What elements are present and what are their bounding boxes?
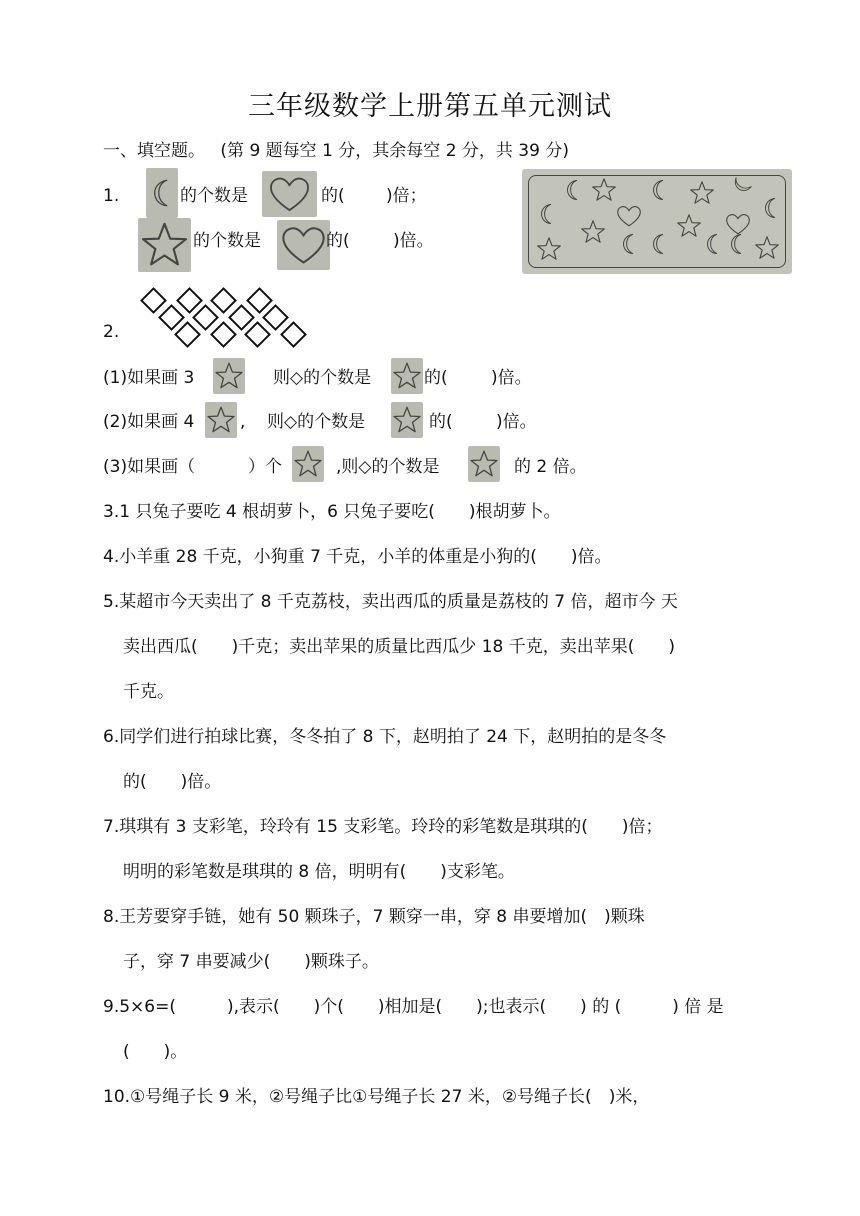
q1-line1-text-a: 的个数是 bbox=[180, 186, 248, 206]
diamond-icon bbox=[210, 287, 237, 314]
shape-picture-panel bbox=[522, 169, 792, 274]
question-5-line-1: 5.某超市今天卖出了 8 千克荔枝，卖出西瓜的质量是荔枝的 7 倍，超市今 天 bbox=[103, 592, 678, 612]
question-3: 3.1 只兔子要吃 4 根胡萝卜，6 只兔子要吃( )根胡萝卜。 bbox=[103, 502, 561, 522]
question-9-line-1: 9.5×6=( ),表示( )个( )相加是( );也表示( ) 的 ( ) 倍 是 bbox=[103, 997, 724, 1017]
star-icon bbox=[468, 446, 500, 482]
q2-sub3-text-b: ）个 bbox=[248, 457, 282, 477]
diamond-icon bbox=[140, 287, 167, 314]
q2-sub1-text-c: 的( bbox=[424, 368, 448, 388]
star-icon bbox=[391, 402, 423, 438]
q1-line2-text-b: 的( bbox=[326, 231, 350, 251]
question-10-line-1: 10.①号绳子长 9 米，②号绳子比①号绳子长 27 米，②号绳子长( )米， bbox=[103, 1087, 650, 1107]
q1-number: 1. bbox=[103, 186, 120, 206]
heart-icon bbox=[277, 220, 330, 270]
star-icon bbox=[138, 218, 191, 272]
diamond-icon bbox=[280, 321, 307, 348]
crescent-moon-icon bbox=[146, 168, 178, 218]
q2-sub2-text-c: 则◇的个数是 bbox=[267, 412, 366, 432]
diamond-icon bbox=[192, 304, 219, 331]
question-7-line-1: 7.琪琪有 3 支彩笔，玲玲有 15 支彩笔。玲玲的彩笔数是琪琪的( )倍； bbox=[103, 817, 663, 837]
q2-sub1-text-a: (1)如果画 3 bbox=[103, 368, 195, 388]
question-6-line-2: 的( )倍。 bbox=[123, 772, 222, 792]
q2-sub2-text-b: , bbox=[240, 412, 246, 432]
section-heading bbox=[103, 139, 569, 163]
question-7-line-2: 明明的彩笔数是琪琪的 8 倍，明明有( )支彩笔。 bbox=[123, 862, 515, 882]
star-icon bbox=[205, 402, 237, 438]
q1-line1-text-b: 的( bbox=[321, 186, 345, 206]
q2-sub3-text-a: (3)如果画（ bbox=[103, 457, 196, 477]
star-icon bbox=[292, 446, 324, 482]
q2-sub2-text-d: 的( bbox=[429, 412, 453, 432]
q2-sub3-text-c: ,则◇的个数是 bbox=[336, 457, 440, 477]
question-8-line-1: 8.王芳要穿手链，她有 50 颗珠子，7 颗穿一串，穿 8 串要增加( )颗珠 bbox=[103, 907, 645, 927]
section-heading-label: 一、填空题。 bbox=[103, 141, 205, 161]
question-8-line-2: 子，穿 7 串要减少( )颗珠子。 bbox=[123, 952, 379, 972]
diamond-icon bbox=[174, 321, 201, 348]
diamond-icon bbox=[262, 304, 289, 331]
question-6-line-1: 6.同学们进行拍球比赛，冬冬拍了 8 下，赵明拍了 24 下，赵明拍的是冬冬 bbox=[103, 727, 667, 747]
question-9-line-2: ( )。 bbox=[123, 1042, 188, 1062]
q2-sub1-text-d: )倍。 bbox=[491, 368, 532, 388]
star-icon bbox=[213, 358, 245, 394]
q2-sub1-text-b: 则◇的个数是 bbox=[273, 368, 372, 388]
heart-icon bbox=[262, 171, 317, 217]
q2-sub2-text-a: (2)如果画 4 bbox=[103, 412, 195, 432]
question-4: 4.小羊重 28 千克，小狗重 7 千克，小羊的体重是小狗的( )倍。 bbox=[103, 547, 612, 567]
diamond-icon bbox=[210, 321, 237, 348]
diamond-icon bbox=[244, 321, 271, 348]
q2-sub3-text-d: 的 2 倍。 bbox=[514, 457, 587, 477]
q1-line2-text-c: )倍。 bbox=[393, 231, 434, 251]
q1-line2-text-a: 的个数是 bbox=[193, 231, 261, 251]
question-5-line-2: 卖出西瓜( )千克；卖出苹果的质量比西瓜少 18 千克，卖出苹果( ) bbox=[123, 637, 675, 657]
q2-sub2-text-e: )倍。 bbox=[496, 412, 537, 432]
q2-number: 2. bbox=[103, 322, 120, 342]
section-scoring-note: (第 9 题每空 1 分，其余每空 2 分，共 39 分) bbox=[220, 141, 569, 161]
question-5-line-3: 千克。 bbox=[123, 682, 174, 702]
page-title: 三年级数学上册第五单元测试 bbox=[248, 91, 612, 122]
q1-line1-text-c: )倍； bbox=[386, 186, 427, 206]
star-icon bbox=[391, 358, 423, 394]
